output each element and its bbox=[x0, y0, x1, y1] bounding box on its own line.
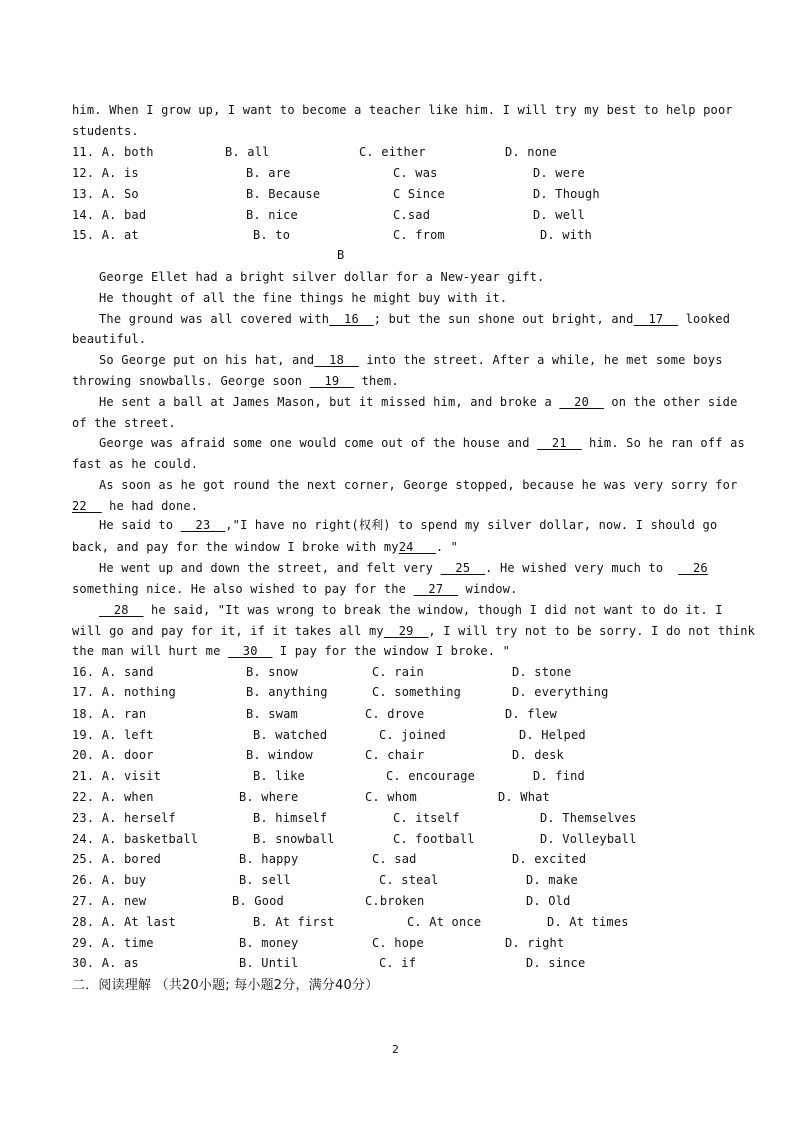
passage-text: them. bbox=[354, 374, 399, 388]
blank-29: 29 bbox=[383, 624, 429, 638]
blank-20: 20 bbox=[559, 395, 604, 409]
blank-16: 16 bbox=[329, 312, 374, 326]
option-d: D. flew bbox=[505, 707, 557, 721]
passage-text: ; but the sun shone out bright, and bbox=[373, 312, 634, 326]
option-d: D. Themselves bbox=[540, 811, 637, 825]
passage-text: ,"I have no right(权利) to spend my silver dollar, now. I should go bbox=[225, 518, 718, 532]
passage-line bbox=[72, 373, 399, 389]
option-a: 11. A. both bbox=[72, 145, 154, 159]
option-c: C. from bbox=[393, 228, 445, 242]
passage-text: He went up and down the street, and felt very bbox=[99, 561, 441, 575]
page-number: 2 bbox=[392, 1043, 400, 1056]
blank-21: 21 bbox=[537, 436, 582, 450]
option-c: C. drove bbox=[365, 707, 425, 721]
option-a: 17. A. nothing bbox=[72, 685, 176, 699]
blank-19: 19 bbox=[309, 374, 355, 388]
passage-text: window. bbox=[458, 582, 518, 596]
section-two-title: 二．阅读理解 （共20小题; 每小题2分，满分40分） bbox=[72, 978, 379, 993]
option-c: C. sad bbox=[372, 852, 417, 866]
option-a: 24. A. basketball bbox=[72, 832, 199, 846]
option-b: B. happy bbox=[239, 852, 299, 866]
blank-18: 18 bbox=[314, 353, 359, 367]
passage-line bbox=[99, 435, 745, 451]
option-a: 19. A. left bbox=[72, 728, 154, 742]
blank-24: 24 bbox=[398, 540, 436, 554]
passage-line bbox=[99, 517, 717, 533]
option-b: B. nice bbox=[246, 208, 298, 222]
passage-text: something nice. He also wished to pay for the bbox=[72, 582, 414, 596]
option-b: B. window bbox=[246, 748, 313, 762]
option-a: 18. A. ran bbox=[72, 707, 147, 721]
blank-26: 26 bbox=[678, 561, 708, 575]
option-c: C. football bbox=[393, 832, 475, 846]
blank-23: 23 bbox=[180, 518, 226, 532]
option-c: C. whom bbox=[365, 790, 417, 804]
passage-line bbox=[72, 581, 518, 597]
option-b: B. money bbox=[239, 936, 299, 950]
option-b: B. anything bbox=[246, 685, 328, 699]
option-d: D. find bbox=[533, 769, 585, 783]
passage-text: George was afraid some one would come out of the house and bbox=[99, 436, 538, 450]
passage-line bbox=[99, 352, 723, 368]
option-a: 21. A. visit bbox=[72, 769, 162, 783]
passage-text: into the street. After a while, he met some boys bbox=[358, 353, 723, 367]
option-c: C. something bbox=[372, 685, 462, 699]
option-b: B. himself bbox=[253, 811, 328, 825]
option-c: C.sad bbox=[393, 208, 431, 222]
passage-text: . " bbox=[435, 540, 459, 554]
option-c: C. either bbox=[359, 145, 426, 159]
passage-line: As soon as he got round the next corner, George stopped, because he was very sorry for bbox=[99, 478, 738, 492]
option-c: C.broken bbox=[365, 894, 425, 908]
passage-line bbox=[72, 623, 755, 639]
passage-text: on the other side bbox=[603, 395, 738, 409]
passage-text: . He wished very much to bbox=[485, 561, 679, 575]
option-d: D. stone bbox=[512, 665, 572, 679]
option-a: 28. A. At last bbox=[72, 915, 176, 929]
option-a: 26. A. buy bbox=[72, 873, 147, 887]
blank-28: 28 bbox=[99, 603, 144, 617]
option-d: D. Volleyball bbox=[540, 832, 637, 846]
option-d: D. with bbox=[540, 228, 592, 242]
option-a: 25. A. bored bbox=[72, 852, 162, 866]
blank-27: 27 bbox=[413, 582, 459, 596]
option-a: 13. A. So bbox=[72, 187, 139, 201]
option-b: B. Good bbox=[232, 894, 284, 908]
passage-text: He sent a ball at James Mason, but it missed him, and broke a bbox=[99, 395, 560, 409]
passage-line bbox=[99, 560, 708, 576]
option-d: D. right bbox=[505, 936, 565, 950]
option-b: B. snowball bbox=[253, 832, 335, 846]
option-a: 23. A. herself bbox=[72, 811, 176, 825]
passage-text: The ground was all covered with bbox=[99, 312, 330, 326]
option-d: D. none bbox=[505, 145, 557, 159]
passage-line: He thought of all the fine things he might buy with it. bbox=[99, 291, 508, 305]
passage-line bbox=[99, 311, 730, 327]
option-c: C. joined bbox=[379, 728, 446, 742]
passage-text: , I will try not to be sorry. I do not think bbox=[428, 624, 756, 638]
option-c: C. At once bbox=[407, 915, 482, 929]
option-c: C. steal bbox=[379, 873, 439, 887]
option-d: D. Though bbox=[533, 187, 600, 201]
option-d: D. Old bbox=[526, 894, 571, 908]
passage-text: looked bbox=[678, 312, 731, 326]
option-a: 12. A. is bbox=[72, 166, 139, 180]
option-d: D. well bbox=[533, 208, 585, 222]
option-d: D. Helped bbox=[519, 728, 586, 742]
passage-line: beautiful. bbox=[72, 332, 147, 346]
passage-line bbox=[72, 498, 198, 514]
option-a: 30. A. as bbox=[72, 956, 139, 970]
option-b: B. to bbox=[253, 228, 291, 242]
option-d: D. At times bbox=[547, 915, 629, 929]
passage-text: He said to bbox=[99, 518, 181, 532]
option-b: B. swam bbox=[246, 707, 298, 721]
option-b: B. where bbox=[239, 790, 299, 804]
passage-line: fast as he could. bbox=[72, 457, 199, 471]
option-a: 20. A. door bbox=[72, 748, 154, 762]
option-c: C Since bbox=[393, 187, 445, 201]
option-d: D. excited bbox=[512, 852, 587, 866]
option-c: C. itself bbox=[393, 811, 460, 825]
option-b: B. like bbox=[253, 769, 305, 783]
intro-line-1: him. When I grow up, I want to become a teacher like him. I will try my best to help poor bbox=[72, 103, 733, 117]
option-b: B. sell bbox=[239, 873, 291, 887]
blank-17: 17 bbox=[633, 312, 679, 326]
option-c: C. chair bbox=[365, 748, 425, 762]
option-c: C. was bbox=[393, 166, 438, 180]
blank-22: 22 bbox=[72, 499, 102, 513]
option-d: D. since bbox=[526, 956, 586, 970]
option-c: C. rain bbox=[372, 665, 424, 679]
option-d: D. desk bbox=[512, 748, 564, 762]
option-d: D. What bbox=[498, 790, 550, 804]
option-b: B. Until bbox=[239, 956, 299, 970]
passage-line bbox=[99, 394, 738, 410]
option-a: 22. A. when bbox=[72, 790, 154, 804]
option-a: 15. A. at bbox=[72, 228, 139, 242]
option-a: 29. A. time bbox=[72, 936, 154, 950]
passage-line bbox=[72, 643, 510, 659]
option-a: 27. A. new bbox=[72, 894, 147, 908]
option-a: 14. A. bad bbox=[72, 208, 147, 222]
passage-text: I pay for the window I broke. " bbox=[272, 644, 511, 658]
passage-line bbox=[72, 539, 458, 555]
passage-line bbox=[99, 602, 723, 618]
passage-text: he said, "It was wrong to break the window, though I did not want to do it. I bbox=[143, 603, 723, 617]
option-b: B. Because bbox=[246, 187, 321, 201]
option-a: 16. A. sand bbox=[72, 665, 154, 679]
option-c: C. encourage bbox=[386, 769, 476, 783]
section-b-heading: B bbox=[337, 248, 345, 262]
intro-line-2: students. bbox=[72, 124, 139, 138]
option-b: B. are bbox=[246, 166, 291, 180]
passage-text: him. So he ran off as bbox=[581, 436, 745, 450]
passage-text: the man will hurt me bbox=[72, 644, 228, 658]
passage-text: So George put on his hat, and bbox=[99, 353, 315, 367]
passage-text: throwing snowballs. George soon bbox=[72, 374, 310, 388]
option-b: B. snow bbox=[246, 665, 298, 679]
passage-line: of the street. bbox=[72, 416, 176, 430]
passage-text: back, and pay for the window I broke with my bbox=[72, 540, 399, 554]
passage-line: George Ellet had a bright silver dollar for a New-year gift. bbox=[99, 270, 545, 284]
option-c: C. hope bbox=[372, 936, 424, 950]
option-b: B. At first bbox=[253, 915, 335, 929]
blank-25: 25 bbox=[440, 561, 486, 575]
option-d: D. everything bbox=[512, 685, 609, 699]
option-d: D. were bbox=[533, 166, 585, 180]
passage-text: will go and pay for it, if it takes all my bbox=[72, 624, 384, 638]
option-b: B. all bbox=[225, 145, 270, 159]
passage-text: he had done. bbox=[101, 499, 199, 513]
option-d: D. make bbox=[526, 873, 578, 887]
option-b: B. watched bbox=[253, 728, 328, 742]
option-c: C. if bbox=[379, 956, 417, 970]
blank-30: 30 bbox=[227, 644, 273, 658]
